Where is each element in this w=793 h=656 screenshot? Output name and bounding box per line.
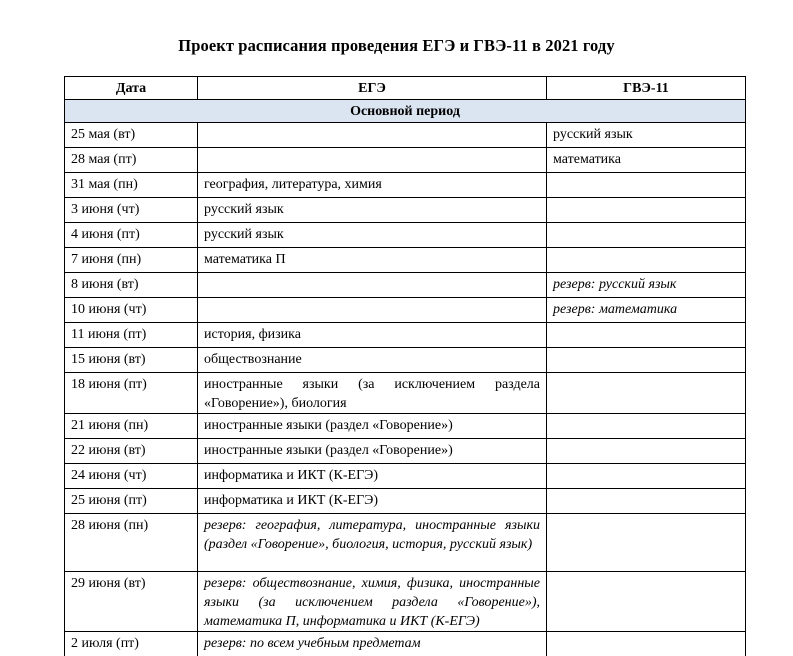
gve-cell (547, 489, 746, 514)
date-cell: 2 июля (пт) (65, 632, 198, 656)
section-title: Основной период (65, 100, 746, 123)
table-row (65, 414, 746, 439)
gve-cell (547, 439, 746, 464)
date-cell: 15 июня (вт) (65, 348, 198, 373)
table-row (65, 373, 746, 414)
table-row (65, 514, 746, 572)
gve-cell: русский язык (547, 123, 746, 148)
ege-cell (198, 298, 547, 323)
date-cell: 7 июня (пн) (65, 248, 198, 273)
gve-cell (547, 373, 746, 414)
ege-cell: информатика и ИКТ (К-ЕГЭ) (198, 489, 547, 514)
table-row (65, 148, 746, 173)
ege-cell: математика П (198, 248, 547, 273)
date-cell: 10 июня (чт) (65, 298, 198, 323)
ege-cell: иностранные языки (раздел «Говорение») (198, 439, 547, 464)
table-row (65, 173, 746, 198)
ege-cell: русский язык (198, 198, 547, 223)
gve-cell (547, 414, 746, 439)
ege-cell: резерв: по всем учебным предметам (198, 632, 547, 656)
date-cell: 18 июня (пт) (65, 373, 198, 414)
gve-cell (547, 464, 746, 489)
header-gve: ГВЭ-11 (547, 77, 746, 100)
header-ege: ЕГЭ (198, 77, 547, 100)
table-row (65, 323, 746, 348)
ege-cell (198, 273, 547, 298)
date-cell: 25 мая (вт) (65, 123, 198, 148)
gve-cell (547, 632, 746, 656)
gve-cell (547, 248, 746, 273)
ege-cell (198, 148, 547, 173)
table-row (65, 198, 746, 223)
table-header-row (65, 77, 746, 100)
date-cell: 25 июня (пт) (65, 489, 198, 514)
table-row (65, 248, 746, 273)
document-title: Проект расписания проведения ЕГЭ и ГВЭ-11 в 2021 году (0, 36, 793, 56)
ege-cell: резерв: география, литература, иностранные языки (раздел «Говорение», биология, история, русский язык) (198, 514, 547, 572)
ege-cell (198, 123, 547, 148)
ege-cell: иностранные языки (за исключением раздела «Говорение»), биология (198, 373, 547, 414)
table-row (65, 123, 746, 148)
gve-cell (547, 348, 746, 373)
table-row (65, 632, 746, 656)
ege-cell: информатика и ИКТ (К-ЕГЭ) (198, 464, 547, 489)
table-row (65, 439, 746, 464)
gve-cell (547, 223, 746, 248)
date-cell: 28 мая (пт) (65, 148, 198, 173)
table-row (65, 223, 746, 248)
gve-cell (547, 173, 746, 198)
ege-cell: иностранные языки (раздел «Говорение») (198, 414, 547, 439)
date-cell: 8 июня (вт) (65, 273, 198, 298)
gve-cell (547, 572, 746, 632)
gve-cell (547, 198, 746, 223)
table-row (65, 489, 746, 514)
date-cell: 11 июня (пт) (65, 323, 198, 348)
date-cell: 3 июня (чт) (65, 198, 198, 223)
ege-cell: резерв: обществознание, химия, физика, иностранные языки (за исключением раздела «Говорение»), математика П, информатика и ИКТ (К-ЕГЭ) (198, 572, 547, 632)
gve-cell: резерв: русский язык (547, 273, 746, 298)
table-row (65, 348, 746, 373)
table-row (65, 464, 746, 489)
gve-cell (547, 514, 746, 572)
gve-cell (547, 323, 746, 348)
header-date: Дата (65, 77, 198, 100)
date-cell: 22 июня (вт) (65, 439, 198, 464)
ege-cell: география, литература, химия (198, 173, 547, 198)
date-cell: 24 июня (чт) (65, 464, 198, 489)
section-row (65, 100, 746, 123)
table-row (65, 273, 746, 298)
ege-cell: история, физика (198, 323, 547, 348)
gve-cell: резерв: математика (547, 298, 746, 323)
schedule-table (64, 76, 746, 656)
ege-cell: русский язык (198, 223, 547, 248)
ege-cell: обществознание (198, 348, 547, 373)
date-cell: 21 июня (пн) (65, 414, 198, 439)
date-cell: 29 июня (вт) (65, 572, 198, 632)
date-cell: 4 июня (пт) (65, 223, 198, 248)
gve-cell: математика (547, 148, 746, 173)
table-row (65, 298, 746, 323)
table-row (65, 572, 746, 632)
date-cell: 28 июня (пн) (65, 514, 198, 572)
date-cell: 31 мая (пн) (65, 173, 198, 198)
